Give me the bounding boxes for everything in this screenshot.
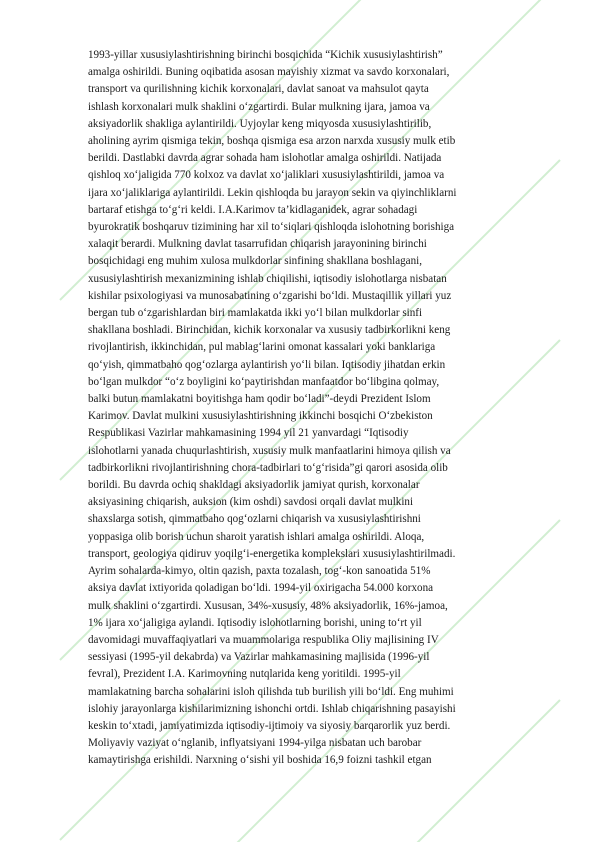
- text-line: ishlash korxonalari mulk shaklini o‘zgartirdi. Bular mulkning ijara, jamoa va: [88, 100, 430, 113]
- text-line: aksiyadorlik shakliga aylantirildi. Uyjoylar keng miqyosda xususiylashtirilib,: [88, 117, 432, 130]
- text-line: fevral), Prezident I.A. Karimovning nutqlarida keng yoritildi. 1995-yil: [88, 668, 401, 681]
- text-line: 1% ijara xo‘jaligiga aylandi. Iqtisodiy islohotlarning borishi, uning to‘rt yil: [88, 616, 422, 629]
- text-line: qishloq xo‘jaligida 770 kolxoz va davlat xo‘jaliklari xususiylashtirildi, jamoa va: [88, 169, 445, 182]
- text-line: shaxslarga sotish, qimmatbaho qog‘ozlarni chiqarish va xususiylashtirishni: [88, 513, 421, 526]
- text-line: borildi. Bu davrda ochiq shakldagi aksiyadorlik jamiyat qurish, korxonalar: [88, 479, 420, 492]
- text-line: mulk shaklini o‘zgartirdi. Xususan, 34%-xususiy, 48% aksiyadorlik, 16%-jamoa,: [88, 599, 448, 612]
- text-line: qo‘yish, qimmatbaho qog‘ozlarga aylantirish yo‘li bilan. Iqtisodiy jihatdan erkin: [88, 358, 446, 371]
- text-line: Moliyaviy vaziyat o‘nglanib, inflyatsiyani 1994-yilga nisbatan uch barobar: [88, 737, 422, 750]
- text-line: islohiy jarayonlarga kishilarimizning ishonchi ortdi. Ishlab chiqarishning pasayishi: [88, 702, 456, 715]
- text-line: aholining ayrim qismiga tekin, boshqa qismiga esa arzon narxda xususiy mulk etib: [88, 135, 456, 148]
- text-line: amalga oshirildi. Buning oqibatida asosan mayishiy xizmat va savdo korxonalari,: [88, 66, 450, 79]
- text-line: islohotlarni yanada chuqurlashtirish, xususiy mulk manfaatlarini himoya qilish va: [88, 444, 451, 457]
- text-line: bosqichidagi eng muhim xulosa mulkdorlar sinfining shakllana boshlagani,: [88, 255, 422, 268]
- text-line: aksiya davlat ixtiyorida qoladigan bo‘ldi. 1994-yil oxirigacha 54.000 korxona: [88, 582, 434, 595]
- document-body-text: [88, 47, 550, 770]
- text-line: xalaqit berardi. Mulkning davlat tasarrufidan chiqarish jarayonining birinchi: [88, 238, 427, 251]
- text-line: Ayrim sohalarda-kimyo, oltin qazish, paxta tozalash, tog‘-kon sanoatida 51%: [88, 565, 431, 578]
- text-line: shakllana boshladi. Birinchidan, kichik korxonalar va xususiy tadbirkorlikni keng: [88, 324, 451, 337]
- text-line: transport, geologiya qidiruv yoqilg‘i-energetika komplekslari xususiylashtirilmadi.: [88, 547, 456, 560]
- text-line: bartaraf etishga to‘g‘ri keldi. I.A.Karimov ta’kidlaganidek, agrar sohadagi: [88, 203, 418, 216]
- text-line: 1993-yillar xususiylashtirishning birinchi bosqichida “Kichik xususiylashtirish”: [88, 49, 443, 61]
- text-line: tadbirkorlikni rivojlantirishning chora-tadbirlari to‘g‘risida”gi qarori asosida olib: [88, 461, 448, 474]
- text-line: bergan tub o‘zgarishlardan biri mamlakatda ikki yo‘l bilan mulkdorlar sinfi: [88, 307, 423, 320]
- text-line: Karimov. Davlat mulkini xususiylashtirishning ikkinchi bosqichi O‘zbekiston: [88, 410, 433, 423]
- text-line: sessiyasi (1995-yil dekabrda) va Vazirlar mahkamasining majlisida (1996-yil: [88, 651, 430, 664]
- text-line: xususiylashtirish mexanizmining ishlab chiqilishi, iqtisodiy islohotlarga nisbatan: [88, 272, 447, 285]
- text-line: transport va qurilishning kichik korxonalari, davlat sanoat va mahsulot qayta: [88, 83, 429, 96]
- text-line: yoppasiga olib borish uchun sharoit yaratish ishlari amalga oshirildi. Aloqa,: [88, 530, 425, 543]
- text-line: kishilar psixologiyasi va munosabatining o‘zgarishi bo‘ldi. Mustaqillik yillari yuz: [88, 289, 452, 302]
- text-line: keskin to‘xtadi, jamiyatimizda iqtisodiy-ijtimoiy va siyosiy barqarorlik yuz berdi.: [88, 719, 451, 732]
- text-line: davomidagi muvaffaqiyatlari va muammolariga respublika Oliy majlisining IV: [88, 633, 439, 646]
- text-line: rivojlantirish, ikkinchidan, pul mablag‘larini omonat kassalari yoki banklariga: [88, 341, 436, 354]
- text-line: mamlakatning barcha sohalarini isloh qilishda tub burilish yili bo‘ldi. Eng muhimi: [88, 685, 454, 698]
- text-line: balki butun mamlakatni boyitishga ham qodir bo‘ladi”-deydi Prezident Islom: [88, 393, 431, 406]
- text-line: Respublikasi Vazirlar mahkamasining 1994 yil 21 yanvardagi “Iqtisodiy: [88, 427, 409, 440]
- text-line: aksiyasining chiqarish, auksion (kim oshdi) savdosi orqali davlat mulkini: [88, 496, 414, 509]
- text-line: bo‘lgan mulkdor “o‘z boyligini ko‘paytirishdan manfaatdor bo‘libgina qolmay,: [88, 375, 440, 388]
- text-line: ijara xo‘jaliklariga aylantirildi. Lekin qishloqda bu jarayon sekin va qiyinchliklarni: [88, 186, 457, 199]
- text-line: kamaytirishga erishildi. Narxning o‘sishi yil boshida 16,9 foizni tashkil etgan: [88, 754, 432, 767]
- text-line: byurokratik boshqaruv tizimining har xil to‘siqlari qishloqda islohotning borishiga: [88, 221, 455, 234]
- text-line: berildi. Dastlabki davrda agrar sohada ham islohotlar amalga oshirildi. Natijada: [88, 152, 442, 165]
